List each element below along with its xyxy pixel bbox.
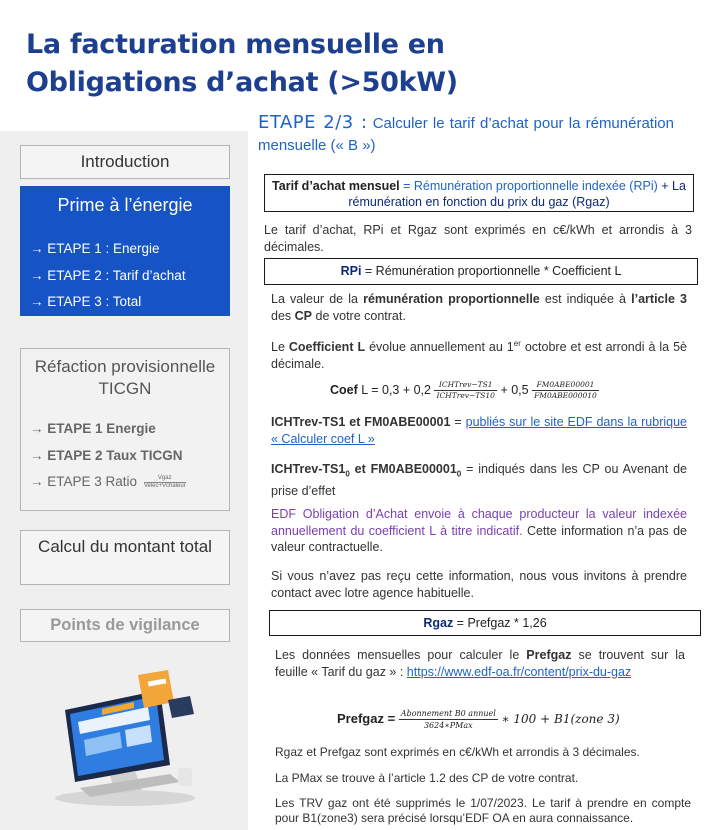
article-text-g: de votre contrat. bbox=[312, 308, 406, 323]
coef-formula-lhs-bold: Coef bbox=[330, 382, 358, 397]
ratio-fraction bbox=[144, 475, 186, 490]
nav-points-vigilance-button[interactable] bbox=[20, 609, 230, 642]
coef-formula-lhs: L = 0,3 + 0,2 bbox=[357, 382, 431, 397]
nav-points-vigilance-label: Points de vigilance bbox=[50, 616, 200, 634]
article-paragraph bbox=[271, 291, 687, 324]
published-text-b: = bbox=[450, 415, 466, 429]
rpi-label: RPi bbox=[340, 264, 362, 278]
pmax-paragraph: La PMax se trouve à l’article 1.2 des CP de votre contrat. bbox=[275, 771, 579, 785]
calculer-coef-l-link[interactable]: publiés sur le site EDF dans la rubrique « Calculer coef L » bbox=[271, 415, 688, 446]
tarif-rgaz: La rémunération en fonction du prix du gaz (Rgaz) bbox=[348, 179, 686, 209]
rgaz-formula: = Prefgaz * 1,26 bbox=[453, 616, 547, 630]
coef-fraction-1-num: ICHTrev−TS1 bbox=[434, 380, 496, 391]
edf-info-paragraph bbox=[271, 506, 687, 556]
nav-calcul-montant-label: Calcul du montant total bbox=[38, 537, 212, 556]
nav-calcul-montant-button[interactable] bbox=[20, 530, 230, 585]
nav-refaction-step-1-label: → ETAPE 1 Energie bbox=[30, 421, 156, 436]
tarif-rpi: Rémunération proportionnelle indexée (RPi) bbox=[413, 179, 658, 193]
coef-formula-mid: + 0,5 bbox=[500, 382, 529, 397]
coef-text-c: évolue annuellement au 1 bbox=[365, 340, 514, 355]
article-text-c: est indiquée à bbox=[539, 292, 632, 306]
rpi-formula: = Rémunération proportionnelle * Coefficient L bbox=[361, 264, 622, 278]
indicated-text-c: = indiqués dans les CP ou Avenant de prise d’effet bbox=[271, 462, 687, 498]
contact-paragraph: Si vous n’avez pas reçu cette information, nous vous invitons à prendre contact avec lotre agence habituelle. bbox=[271, 569, 687, 600]
tarif-equals: = bbox=[399, 179, 414, 193]
prefgaz-fraction-num: Abonnement B0 annuel bbox=[400, 709, 496, 718]
prefgaz-fraction-den: 3624∗PMax bbox=[423, 721, 473, 730]
edf-info-highlight: EDF Obligation d’Achat envoie à chaque producteur la valeur indexée annuellement du coefficient L à titre indicatif. bbox=[271, 507, 687, 538]
article-text-d: l’article 3 bbox=[631, 292, 687, 306]
coef-fraction-2-num: FM0ABE00001 bbox=[532, 380, 599, 391]
coef-fraction-1-den: ICHTrev−TS10 bbox=[436, 391, 495, 400]
nav-refaction-step-2[interactable] bbox=[30, 443, 229, 470]
prefgaz-formula-lhs: Prefgaz = bbox=[337, 710, 396, 726]
coef-fraction-1 bbox=[434, 380, 496, 401]
article-text-b: rémunération proportionnelle bbox=[363, 292, 540, 306]
prefgaz-text-b: Prefgaz bbox=[526, 648, 572, 662]
prefgaz-formula-rest: ∗ 100 + B1(zone 3) bbox=[501, 711, 620, 726]
article-text-f: CP bbox=[294, 308, 313, 323]
indicated-text-b: et FM0ABE00001 bbox=[349, 462, 457, 476]
edf-info-rest: Cette information n’a pas de valeur contractuelle. bbox=[271, 523, 687, 554]
step-header bbox=[258, 112, 674, 157]
published-text-a: ICHTrev-TS1 et FM0ABE00001 bbox=[271, 415, 451, 429]
nav-refaction-step-3-label: → ETAPE 3 Ratio bbox=[30, 474, 138, 489]
coef-fraction-2-den: FM0ABE000010 bbox=[534, 391, 597, 400]
coef-text-d: octobre et est arrondi à la 5è décimale. bbox=[271, 340, 687, 371]
tarif-plus: + bbox=[657, 179, 673, 193]
units2-paragraph: Rgaz et Prefgaz sont exprimés en c€/kWh et arrondis à 3 décimales. bbox=[275, 745, 640, 759]
page-title-line1: La facturation mensuelle en bbox=[26, 29, 445, 60]
prefgaz-formula bbox=[337, 708, 667, 731]
page-title-line2: Obligations d’achat (>50kW) bbox=[26, 67, 458, 98]
coef-text-b: Coefficient L bbox=[288, 340, 366, 355]
nav-prime-energie-panel[interactable] bbox=[20, 186, 230, 316]
nav-prime-step-1[interactable]: → ETAPE 1 : Energie bbox=[30, 241, 160, 256]
page-title bbox=[26, 26, 706, 102]
prefgaz-fraction bbox=[399, 708, 498, 731]
trv-paragraph: Les TRV gaz ont été supprimés le 1/07/2023. Le tarif à prendre en compte pour B1(zone3) sera précisé lorsqu’EDF OA en aura connaissance. bbox=[275, 796, 691, 825]
nav-prime-step-3[interactable]: → ETAPE 3 : Total bbox=[30, 294, 142, 309]
indicated-paragraph bbox=[271, 461, 687, 500]
nav-refaction-step-3[interactable] bbox=[30, 469, 229, 496]
nav-refaction-step-1[interactable] bbox=[30, 416, 229, 443]
prefgaz-paragraph bbox=[275, 647, 685, 680]
prefgaz-text-a: Les données mensuelles pour calculer le bbox=[275, 648, 527, 662]
indicated-sub-1: 0 bbox=[345, 469, 350, 479]
indicated-sub-2: 0 bbox=[456, 469, 462, 479]
prefgaz-text-c: se trouvent sur la feuille « Tarif du gaz » : bbox=[275, 648, 685, 679]
nav-introduction-label: Introduction bbox=[80, 152, 170, 171]
coef-text-sup: er bbox=[513, 339, 521, 348]
indicated-text-a: ICHTrev-TS1 bbox=[271, 462, 346, 476]
step-header-number: ETAPE 2/3 : bbox=[258, 112, 368, 133]
coef-l-formula bbox=[330, 380, 660, 401]
coef-text-a: Le bbox=[271, 340, 289, 355]
rpi-formula-box bbox=[264, 258, 698, 285]
ratio-denominator: Velec+Vchaleur bbox=[143, 482, 186, 489]
coefficient-paragraph bbox=[271, 336, 687, 372]
tarif-label: Tarif d’achat mensuel bbox=[272, 179, 400, 193]
nav-prime-energie-label: Prime à l’énergie bbox=[57, 195, 193, 215]
published-paragraph bbox=[271, 414, 687, 447]
rgaz-label: Rgaz bbox=[423, 616, 454, 630]
nav-refaction-panel[interactable] bbox=[20, 348, 230, 511]
computer-payment-illustration bbox=[40, 670, 210, 810]
nav-prime-step-2[interactable]: → ETAPE 2 : Tarif d’achat bbox=[30, 267, 186, 283]
nav-introduction-button[interactable] bbox=[20, 145, 230, 179]
article-text-a: La valeur de la bbox=[271, 292, 364, 306]
coef-fraction-2 bbox=[532, 380, 599, 401]
units-paragraph: Le tarif d’achat, RPi et Rgaz sont exprimés en c€/kWh et arrondis à 3 décimales. bbox=[264, 223, 692, 254]
prix-du-gaz-link[interactable]: https://www.edf-oa.fr/content/prix-du-gaz bbox=[406, 664, 632, 679]
nav-refaction-label: Réfaction provisionnelle TICGN bbox=[34, 357, 216, 398]
tarif-formula-box bbox=[264, 174, 694, 212]
ratio-numerator: Vgaz bbox=[144, 475, 186, 483]
rgaz-formula-box bbox=[269, 610, 701, 636]
step-header-text: Calculer le tarif d’achat pour la rémunération mensuelle (« B ») bbox=[258, 115, 674, 154]
nav-refaction-step-2-label: → ETAPE 2 Taux TICGN bbox=[30, 447, 183, 463]
article-text-e: des bbox=[271, 308, 295, 323]
